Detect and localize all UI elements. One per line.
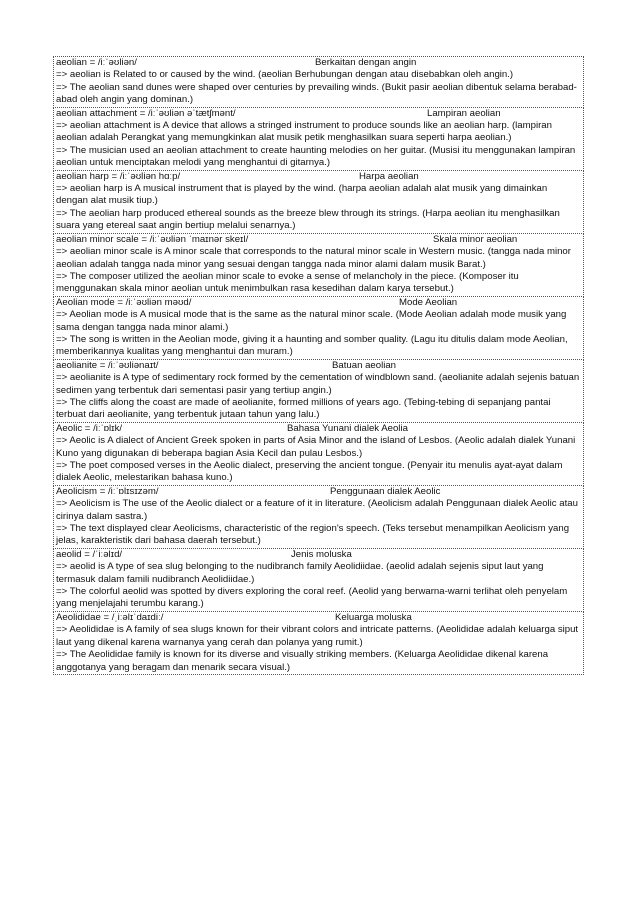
dictionary-entry [53, 549, 584, 612]
dictionary-entry [53, 171, 584, 234]
entry-translation: Berkaitan dengan angin [315, 57, 417, 68]
entry-example: => The Aeolididae family is known for its diverse and visually striking members. (Keluarga Aeolididae dikenal karena anggotanya yang beragam dan menarik secara visual.) [56, 649, 549, 673]
entry-header [56, 297, 581, 309]
entry-example: => The composer utilized the aeolian minor scale to evoke a sense of melancholy in the piece. (Komposer itu menggunakan skala minor aeolian untuk menimbulkan rasa kesedihan dalam karya tersebut.) [56, 270, 519, 295]
entry-translation: Batuan aeolian [332, 359, 397, 371]
entry-translation: Jenis moluska [291, 548, 352, 560]
entry-header [56, 234, 581, 246]
entry-header [56, 486, 581, 498]
entry-headword: aeolid = /ˈiːəlɪd/ [56, 548, 123, 560]
entry-example: => The aeolian harp produced ethereal sounds as the breeze blew through its strings. (Harpa aeolian itu menghasilkan suara yang etereal saat angin bertiup melalui senarnya.) [56, 207, 560, 232]
entry-translation: Penggunaan dialek Aeolic [330, 485, 441, 497]
entry-header [56, 549, 581, 561]
entry-example: => The text displayed clear Aeolicisms, characteristic of the region's speech. (Teks tersebut menampilkan Aeolicism yang jelas, karakteristik dari bahasa daerah tersebut.) [56, 523, 570, 547]
entry-example: => The colorful aeolid was spotted by divers exploring the coral reef. (Aeolid yang berwarna-warni terlihat oleh penyelam yang menjelajahi terumbu karang.) [56, 586, 568, 610]
entry-definition: => aeolianite is A type of sedimentary rock formed by the cementation of windblown sand. (aeolianite adalah sejenis batuan sedimen yang terbentuk dari sementasi pasir yang tertiup angin.) [56, 372, 580, 396]
dictionary-entry [53, 108, 584, 171]
entry-example: => The poet composed verses in the Aeolic dialect, preserving the ancient tongue. (Penyair itu menulis ayat-ayat dalam dialek Aeolic, melestarikan bahasa kuno.) [56, 460, 563, 484]
dictionary-entry [53, 423, 584, 486]
entry-header [56, 108, 581, 120]
entry-definition: => Aeolididae is A family of sea slugs known for their vibrant colors and intricate patterns. (Aeolididae adalah keluarga siput laut yang dikenal karena warnanya yang cerah dan polanya yang rumit.) [56, 624, 579, 648]
dictionary-entry [53, 234, 584, 297]
dictionary-entry [53, 612, 584, 675]
entry-definition: => aeolian is Related to or caused by the wind. (aeolian Berhubungan dengan atau disebabkan oleh angin.) [56, 69, 514, 81]
entry-definition: => aeolid is A type of sea slug belonging to the nudibranch family Aeolidiidae. (aeolid adalah sejenis siput laut yang termasuk dalam famili nudibranch Aeolidiidae.) [56, 561, 544, 585]
entry-definition: => aeolian harp is A musical instrument that is played by the wind. (harpa aeolian adalah alat musik yang dimainkan dengan alat musik tiup.) [56, 183, 548, 207]
entry-example: => The musician used an aeolian attachment to create haunting melodies on her guitar. (Musisi itu menggunakan lampiran aeolian untuk menciptakan melodi yang menghantui di gitarnya.) [56, 144, 576, 169]
entry-example: => The song is written in the Aeolian mode, giving it a haunting and somber quality. (Lagu itu ditulis dalam mode Aeolian, memberikannya kualitas yang menghantui dan muram.) [56, 333, 568, 358]
entry-example: => The cliffs along the coast are made of aeolianite, formed millions of years ago. (Tebing-tebing di sepanjang pantai terbuat dari aeolianite, yang terbentuk jutaan tahun yang lalu.) [56, 396, 551, 421]
dictionary-entry [53, 56, 584, 108]
entry-translation: Keluarga moluska [335, 611, 412, 623]
entry-headword: Aeolicism = /iːˈɒlɪsɪzəm/ [56, 485, 159, 497]
entry-headword: aeolian = /iːˈəʊliən/ [56, 57, 137, 68]
entry-translation: Skala minor aeolian [433, 233, 518, 245]
entry-definition: => aeolian minor scale is A minor scale that corresponds to the natural minor scale in Western music. (tangga nada minor aeolian adalah tangga nada minor yang sesuai dengan tangga nada minor alami dalam musik Barat.) [56, 246, 571, 270]
entry-header [56, 612, 581, 624]
entry-headword: aeolian attachment = /iːˈəʊliən əˈtætʃmənt/ [56, 107, 236, 119]
entry-translation: Harpa aeolian [359, 170, 419, 182]
entry-translation: Mode Aeolian [399, 296, 458, 308]
entry-headword: aeolian minor scale = /iːˈəʊliən ˈmaɪnər skeɪl/ [56, 233, 249, 245]
dictionary-document [53, 56, 584, 675]
entry-definition: => Aeolian mode is A musical mode that is the same as the natural minor scale. (Mode Aeolian adalah mode musik yang sama dengan tangga nada minor alami.) [56, 309, 567, 333]
entry-translation: Bahasa Yunani dialek Aeolia [287, 422, 408, 434]
dictionary-entry [53, 486, 584, 549]
entry-header [56, 171, 581, 183]
entry-header [56, 57, 581, 69]
entry-headword: aeolian harp = /iːˈəʊliən hɑːp/ [56, 170, 181, 182]
entry-header [56, 423, 581, 435]
entry-header [56, 360, 581, 372]
entry-headword: Aeolic = /iːˈɒlɪk/ [56, 422, 123, 434]
entry-translation: Lampiran aeolian [427, 107, 501, 119]
entry-definition: => aeolian attachment is A device that allows a stringed instrument to produce sounds like an aeolian harp. (lampiran aeolian adalah Perangkat yang memungkinkan alat musik petik menghasilkan suara seperti harpa aeolian.) [56, 120, 552, 144]
entry-headword: Aeolididae = /ˌiːəlɪˈdaɪdiː/ [56, 611, 164, 623]
entry-headword: Aeolian mode = /iːˈəʊliən məʊd/ [56, 296, 192, 308]
entry-definition: => Aeolic is A dialect of Ancient Greek spoken in parts of Asia Minor and the island of Lesbos. (Aeolic adalah dialek Yunani Kuno yang digunakan di beberapa bagian Asia Kecil dan pulau Lesbos.) [56, 435, 576, 459]
entry-definition: => Aeolicism is The use of the Aeolic dialect or a feature of it in literature. (Aeolicism adalah Penggunaan dialek Aeolic atau cirinya dalam sastra.) [56, 498, 578, 522]
dictionary-entry [53, 360, 584, 423]
entry-headword: aeolianite = /iːˈəʊliənaɪt/ [56, 359, 159, 371]
entry-example: => The aeolian sand dunes were shaped over centuries by prevailing winds. (Bukit pasir aeolian dibentuk selama berabad-abad oleh angin yang dominan.) [56, 81, 577, 106]
dictionary-entry [53, 297, 584, 360]
